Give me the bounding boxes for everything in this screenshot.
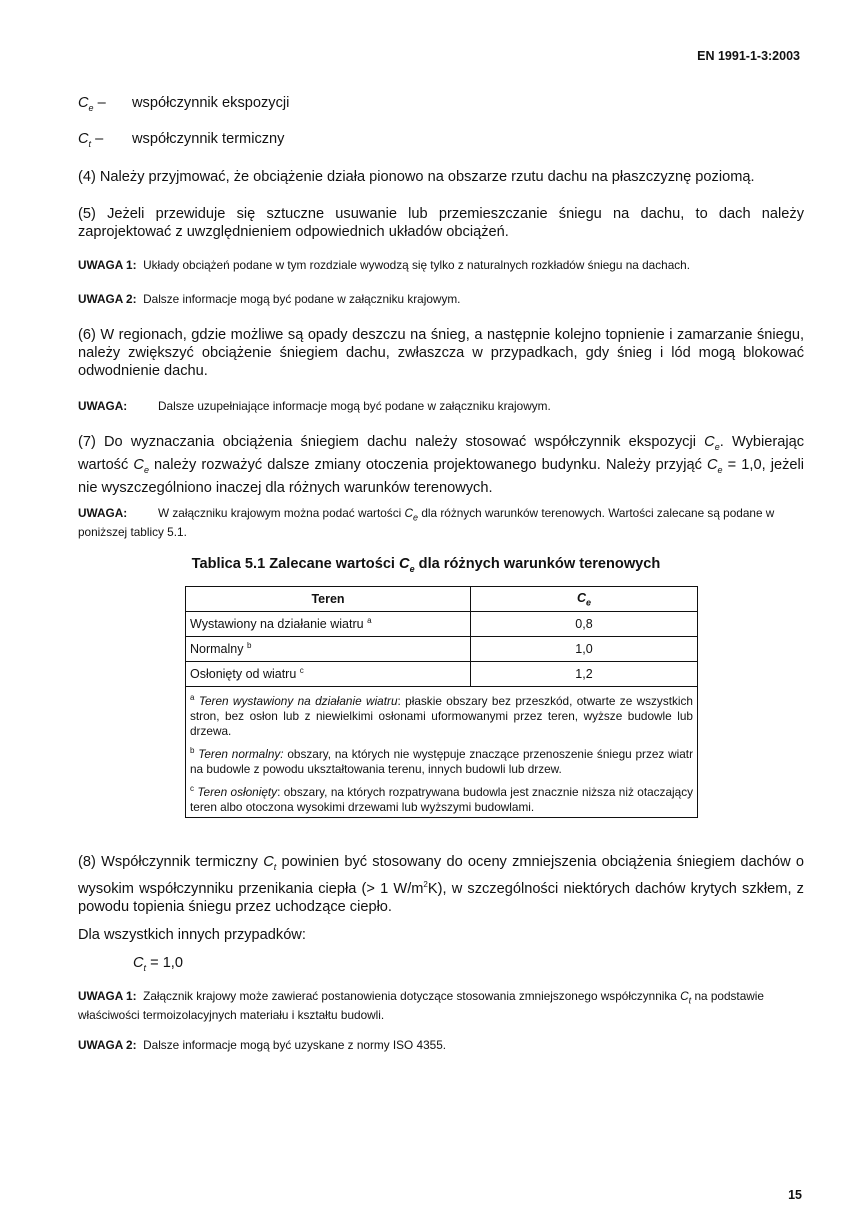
text-segment: Tablica 5.1 Zalecane wartości	[191, 556, 400, 572]
text-segment: = 1,0, jeżeli nie wyszczególniono inaczej dla różnych warunków terenowych.	[78, 456, 804, 496]
other-cases-text: Dla wszystkich innych przypadków:	[78, 927, 306, 943]
terrain-label: Osłonięty od wiatru	[190, 667, 297, 682]
note-label: UWAGA 1:	[78, 989, 137, 1003]
dash: –	[93, 95, 106, 111]
note-1	[78, 258, 804, 273]
definition-text: współczynnik ekspozycji	[132, 95, 290, 111]
footnote-mark: a	[190, 693, 195, 702]
definition-text: współczynnik termiczny	[132, 131, 285, 147]
symbol-c: C	[576, 590, 586, 605]
symbol-sub: e	[88, 102, 94, 113]
ce-value: 1,0	[471, 637, 698, 662]
table-header-row	[186, 587, 698, 612]
footnote-mark: b	[246, 641, 252, 651]
symbol-c: C	[133, 955, 144, 971]
terrain-label: Wystawiony na działanie wiatru	[190, 617, 364, 632]
symbol-sub: e	[717, 464, 723, 475]
symbol-sub: t	[688, 995, 692, 1006]
paragraph-4: (4) Należy przyjmować, że obciążenie działa pionowo na obszarze rzutu dachu na płaszczyznę poziomą.	[78, 169, 755, 185]
table-5-1	[185, 586, 698, 818]
paragraph-7	[78, 433, 804, 497]
text-segment: należy rozważyć dalsze zmiany otoczenia projektowanego budynku. Należy przyjąć	[148, 456, 707, 473]
footnote-text: : obszary, na których rozpatrywana budowla jest znacznie niższa niż otaczający teren albo otoczona wysokimi drzewami lub wyższymi budowlami.	[190, 784, 693, 814]
symbol-sub: e	[143, 464, 149, 475]
note-4	[78, 506, 804, 540]
text-segment: dla różnych warunków terenowych	[414, 556, 661, 572]
text-segment: (7) Do wyznaczania obciążenia śniegiem dachu należy stosować współczynnik ekspozycji	[78, 434, 705, 450]
note-label: UWAGA 2:	[78, 292, 137, 306]
footnote-b	[190, 743, 693, 777]
footnote-term: Teren osłonięty	[197, 784, 278, 799]
note-3	[78, 399, 804, 414]
text-segment: K), w szczególności niektórych dachów krytych szkłem, z powodu topienia śniegu przez uchodzące ciepło.	[78, 880, 804, 915]
symbol-c: C	[404, 506, 414, 520]
symbol-sub: e	[586, 597, 592, 608]
table-caption	[0, 556, 852, 574]
page-number: 15	[788, 1188, 802, 1202]
note-label: UWAGA:	[78, 506, 128, 520]
header-ce	[471, 587, 698, 612]
symbol-sub: e	[714, 441, 720, 452]
text-segment: na podstawie właściwości termoizolacyjnych materiału i kształtu budowli.	[78, 989, 764, 1023]
footnote-c	[190, 781, 693, 815]
paragraph-5: (5) Jeżeli przewiduje się sztuczne usuwanie lub przemieszczanie śniegu na dachu, to dach należy zaprojektować z uwzględnieniem odpowiednich układów obciążeń.	[78, 206, 804, 240]
note-6	[78, 1038, 804, 1053]
table-row	[186, 612, 698, 637]
symbol-sub: t	[143, 962, 147, 973]
terrain-cell	[186, 612, 471, 637]
footnote-a	[190, 690, 693, 739]
table-row	[186, 662, 698, 687]
footnote-mark: c	[190, 783, 194, 793]
symbol-c: C	[706, 456, 718, 473]
ct-formula	[133, 954, 183, 977]
footnote-mark: c	[299, 666, 304, 676]
note-label: UWAGA 2:	[78, 1038, 137, 1052]
symbol-c: C	[133, 456, 144, 473]
standard-code: EN 1991-1-3:2003	[697, 49, 800, 63]
dash: –	[91, 131, 104, 147]
note-label: UWAGA:	[78, 399, 128, 413]
text-segment: W załączniku krajowym można podać wartości	[158, 506, 405, 520]
note-text: Układy obciążeń podane w tym rozdziale wywodzą się tylko z naturalnych rozkładów śniegu na dachach.	[143, 258, 690, 272]
symbol-c: C	[704, 434, 715, 450]
table-footnotes	[186, 687, 698, 818]
table-row	[186, 637, 698, 662]
terrain-cell	[186, 662, 471, 687]
text-segment: powinien być stosowany do oceny zmniejszenia obciążenia śniegiem dachów o wysokim współczynniku przenikania ciepła (> 1 W/m	[78, 854, 804, 897]
symbol-c: C	[78, 95, 89, 111]
text-segment: (8) Współczynnik termiczny	[78, 854, 264, 870]
terrain-cell	[186, 637, 471, 662]
definition-ct	[78, 131, 284, 149]
terrain-label: Normalny	[190, 642, 244, 657]
paragraph-6: (6) W regionach, gdzie możliwe są opady deszczu na śnieg, a następnie kolejno topnienie i zamarzanie śniegu, należy zwiększyć obciążenie śniegiem dachu, zwłaszcza w przypadkach, gdy śnieg i lód mogą blokować odwodnienie dachu.	[78, 327, 804, 379]
text-segment: . Wybierając wartość	[78, 434, 804, 473]
paragraph-8	[78, 853, 804, 916]
footnote-term: Teren wystawiony na działanie wiatru	[198, 693, 398, 708]
symbol-c: C	[680, 989, 689, 1003]
table-footnotes-row	[186, 687, 698, 818]
definition-ce	[78, 95, 289, 113]
header-terrain: Teren	[186, 587, 471, 612]
note-text: Dalsze informacje mogą być uzyskane z normy ISO 4355.	[143, 1038, 447, 1052]
footnote-text: obszary, na których nie występuje znaczące przenoszenie śniegu przez wiatr na budowle z powodu ukształtowania terenu, innych budowli lub drzew.	[190, 746, 694, 776]
footnote-mark: b	[190, 745, 195, 755]
symbol-c: C	[263, 854, 274, 870]
symbol-c: C	[399, 556, 410, 572]
note-text: Dalsze uzupełniające informacje mogą być podane w załączniku krajowym.	[158, 399, 551, 413]
note-text: Dalsze informacje mogą być podane w załączniku krajowym.	[143, 292, 461, 306]
footnote-term: Teren normalny:	[198, 746, 284, 761]
ce-value: 0,8	[471, 612, 698, 637]
symbol-sub: t	[88, 138, 92, 149]
text-segment: Załącznik krajowy może zawierać postanowienia dotyczące stosowania zmniejszonego współczynnika	[143, 989, 681, 1003]
symbol-sub: e	[409, 563, 415, 574]
superscript: 2	[423, 879, 428, 889]
symbol-c: C	[78, 131, 89, 147]
text-segment: dla różnych warunków terenowych. Wartości zalecane są podane w poniższej tablicy 5.1.	[78, 506, 775, 540]
symbol-sub: t	[273, 861, 277, 872]
footnote-text: : płaskie obszary bez przeszkód, otwarte ze wszystkich stron, bez osłon lub z niewielkimi osłonami uformowanymi przez teren, wyższe budowle lub drzewa.	[190, 693, 693, 738]
note-label: UWAGA 1:	[78, 258, 137, 272]
symbol-sub: e	[413, 512, 419, 523]
note-2	[78, 292, 804, 307]
ce-value: 1,2	[471, 662, 698, 687]
footnote-mark: a	[367, 616, 372, 626]
formula-value: = 1,0	[146, 955, 183, 971]
note-5	[78, 989, 804, 1023]
